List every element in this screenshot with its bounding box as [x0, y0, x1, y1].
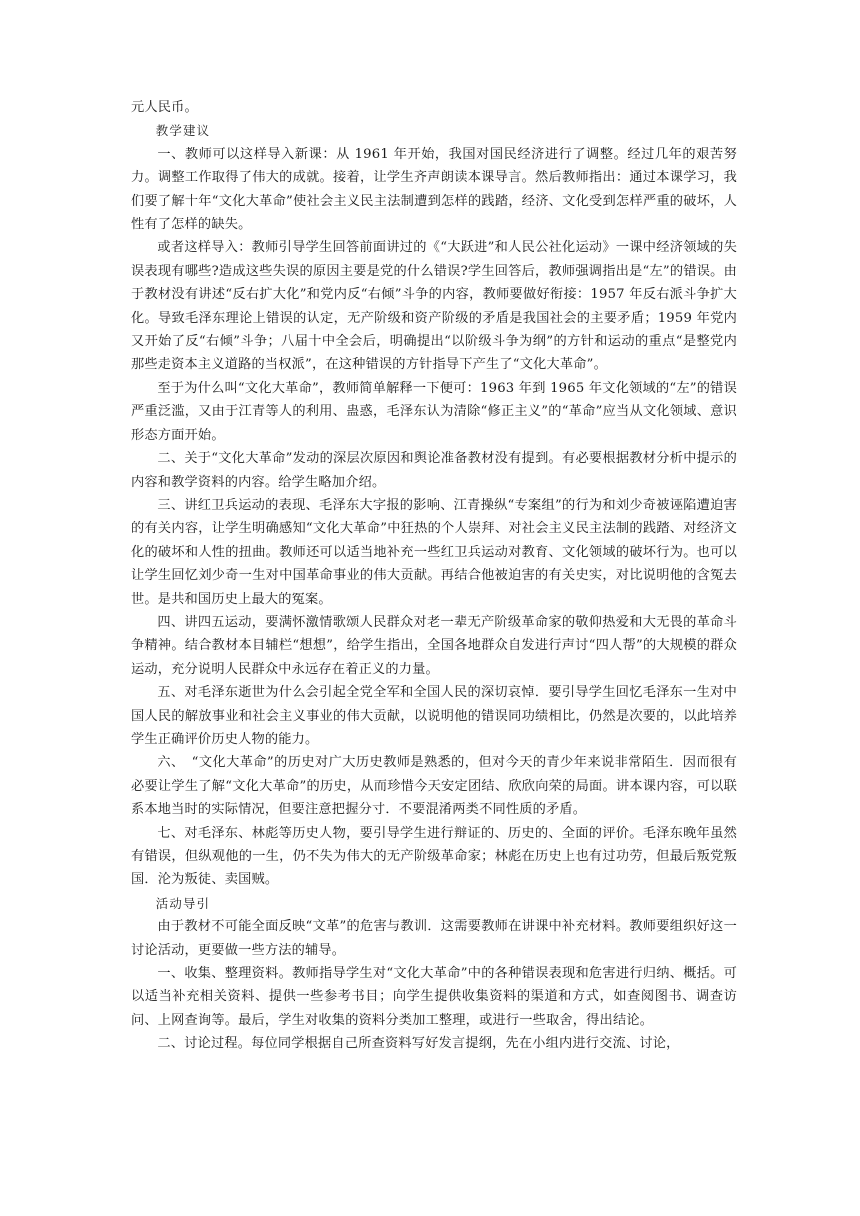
teaching-paragraph: 五、对毛泽东逝世为什么会引起全党全军和全国人民的深切哀悼．要引导学生回忆毛泽东一生对中国人民的解放事业和社会主义事业的伟大贡献，以说明他的错误同功绩相比，仍然是次要的，以此培养学生正确评价历史人物的能力。 — [131, 685, 737, 747]
section-heading-activity: 活动导引 — [155, 895, 211, 911]
teaching-paragraph: 或者这样导入：教师引导学生回答前面讲过的《“大跃进”和人民公社化运动》一课中经济领域的失误表现有哪些?造成这些失误的原因主要是党的什么错误?学生回答后，教师强调指出是“左”的错误。由于教材没有讲述“反右扩大化”和党内反“右倾”斗争的内容，教师要做好衔接：1957 年反右派斗争扩大化。导致毛泽东理论上错误的认定，无产阶级和资产阶级的矛盾是我国社会的主要矛盾；1959 年党内又开始了反“右倾”斗争；八届十中全会后，明确提出“以阶级斗争为纲”的方针和运动的重点“是整党内那些走资本主义道路的当权派”，在这种错误的方针指导下产生了“文化大革命”。 — [131, 240, 737, 373]
teaching-paragraph: 三、讲红卫兵运动的表现、毛泽东大字报的影响、江青操纵“专案组”的行为和刘少奇被诬陷遭迫害的有关内容，让学生明确感知“文化大革命”中狂热的个人崇拜、对社会主义民主法制的践踏、对经济文化的破坏和人性的扭曲。教师还可以适当地补充一些红卫兵运动对教育、文化领域的破坏行为。也可以让学生回忆刘少奇一生对中国革命事业的伟大贡献。再结合他被迫害的有关史实，对比说明他的含冤去世。是共和国历史上最大的冤案。 — [131, 497, 737, 607]
activity-paragraph: 一、收集、整理资料。教师指导学生对“文化大革命”中的各种错误表现和危害进行归纳、概括。可以适当补充相关资料、提供一些参考书目；向学生提供收集资料的渠道和方式，如查阅图书、调查访问、上网查询等。最后，学生对收集的资料分类加工整理，或进行一些取舍，得出结论。 — [131, 966, 737, 1028]
teaching-paragraph: 四、讲四五运动，要满怀激情歌颂人民群众对老一辈无产阶级革命家的敬仰热爱和大无畏的革命斗争精神。结合教材本目辅栏“想想”，给学生指出，全国各地群众自发进行声讨“四人帮”的大规模的群众运动，充分说明人民群众中永远存在着正义的力量。 — [131, 614, 737, 677]
section-heading-teaching: 教学建议 — [155, 123, 211, 139]
teaching-paragraph: 一、教师可以这样导入新课：从 1961 年开始，我国对国民经济进行了调整。经过几年的艰苦努力。调整工作取得了伟大的成就。接着，让学生齐声朗读本课导言。然后教师指出：通过本课学习，我们要了解十年“文化大革命”使社会主义民主法制遭到怎样的践踏，经济、文化受到怎样严重的破坏，人性有了怎样的缺失。 — [131, 146, 737, 233]
teaching-paragraph: 二、关于“文化大革命”发动的深层次原因和舆论准备教材没有提到。有必要根据教材分析中提示的内容和教学资料的内容。给学生略加介绍。 — [131, 451, 737, 490]
teaching-paragraph: 六、 “文化大革命”的历史对广大历史教师是熟悉的，但对今天的青少年来说非常陌生．因而很有必要让学生了解“文化大革命”的历史，从而珍惜今天安定团结、欣欣向荣的局面。讲本课内容，可以联系本地当时的实际情况，但要注意把握分寸．不要混淆两类不同性质的矛盾。 — [131, 755, 737, 818]
teaching-paragraph: 七、对毛泽东、林彪等历史人物，要引导学生进行辩证的、历史的、全面的评价。毛泽东晚年虽然有错误，但纵观他的一生，仍不失为伟大的无产阶级革命家；林彪在历史上也有过功劳，但最后叛党叛国．沦为叛徒、卖国贼。 — [131, 825, 737, 888]
activity-paragraph: 二、讨论过程。每位同学根据自己所查资料写好发言提纲，先在小组内进行交流、讨论， — [157, 1036, 680, 1052]
teaching-paragraph: 至于为什么叫“文化大革命”，教师简单解释一下便可：1963 年到 1965 年文化领域的“左”的错误严重泛滥，又由于江青等人的利用、蛊惑，毛泽东认为清除“修正主义”的“革命”应当从文化领域、意识形态方面开始。 — [131, 380, 737, 443]
activity-paragraph: 由于教材不可能全面反映“文革”的危害与教训．这需要教师在讲课中补充材料。教师要组织好这一讨论活动，更要做一些方法的辅导。 — [131, 919, 737, 958]
opening-line: 元人民币。 — [131, 100, 198, 115]
document-body — [131, 96, 737, 1056]
